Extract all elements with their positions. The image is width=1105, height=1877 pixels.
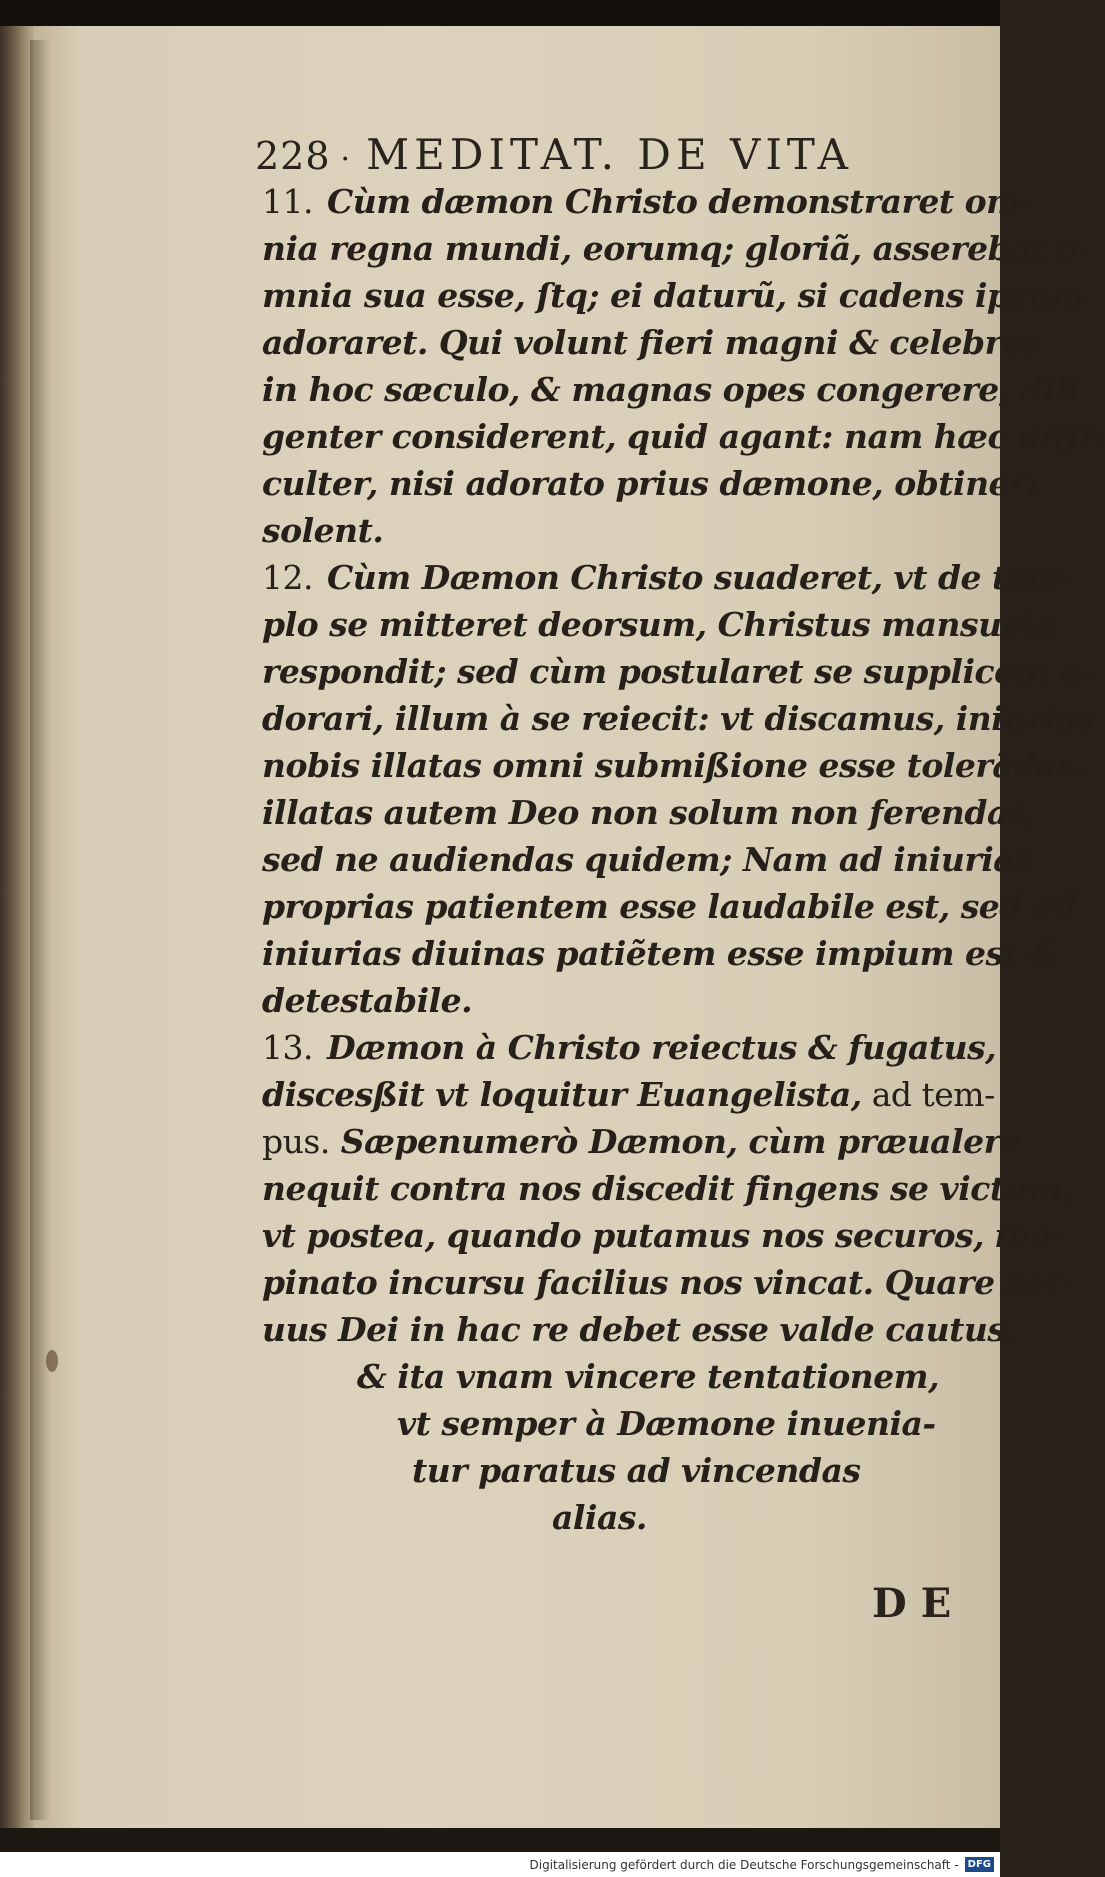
text-line: pinato incursu facilius nos vincat. Quare ser- [262, 1263, 1075, 1302]
text-line: plo se mitteret deorsum, Christus mansuete [262, 605, 1058, 644]
ink-stain [46, 1350, 58, 1372]
text-line: nobis illatas omni submißione esse tolerãdas, [262, 746, 1086, 785]
paragraph-number: 11. [262, 182, 313, 221]
dfg-logo-icon: DFG [965, 1857, 994, 1872]
book-binding [0, 26, 34, 1828]
running-title: MEDITAT. DE VITA [366, 130, 853, 179]
paragraph-number: 12. [262, 558, 313, 597]
digitization-footer [0, 1852, 1000, 1877]
footer-credit: Digitalisierung gefördert durch die Deutsche Forschungsgemeinschaft - [529, 1857, 959, 1872]
text-line: mnia sua esse, ſtq; ei daturũ, si cadens ipsum [262, 276, 1086, 315]
text-line: 13. Dæmon à Christo reiectus & fugatus, [262, 1028, 997, 1067]
text-line: genter considerent, quid agant: nam hæc diffi- [262, 417, 1105, 456]
text-line: 12. Cùm Dæmon Christo suaderet, vt de tem- [262, 558, 1075, 597]
text-line: iniurias diuinas patiẽtem esse impium est & [262, 934, 1059, 973]
text-line: detestabile. [262, 981, 473, 1020]
text-line: discesßit vt loquitur Euangelista, ad tem- [262, 1075, 995, 1114]
catchword: DE [872, 1580, 966, 1627]
text-line: tur paratus ad vincendas [412, 1451, 861, 1490]
text-line: nequit contra nos discedit fingens se victum, [262, 1169, 1074, 1208]
text-line: vt postea, quando putamus nos securos, ino- [262, 1216, 1066, 1255]
bottom-scan-border [0, 1828, 1000, 1852]
text-line: culter, nisi adorato prius dæmone, obtineri [262, 464, 1038, 503]
text-line: adoraret. Qui volunt fieri magni & celebres [262, 323, 1041, 362]
text-line: dorari, illum à se reiecit: vt discamus, iniurias [262, 699, 1095, 738]
text-line: nia regna mundi, eorumq; gloriã, asserebat o- [262, 229, 1092, 268]
text-line: respondit; sed cùm postularet se supplicem a- [262, 652, 1095, 691]
text-line: illatas autem Deo non solum non ferendas, [262, 793, 1037, 832]
text-line: & ita vnam vincere tentationem, [357, 1357, 940, 1396]
text-line: in hoc sæculo, & magnas opes congerere, dili [262, 370, 1080, 409]
text-line: vt semper à Dæmone inuenia- [397, 1404, 936, 1443]
page-body-text [262, 178, 1105, 1541]
text-line: pus. Sæpenumerò Dæmon, cùm præualere [262, 1122, 1021, 1161]
text-line: sed ne audiendas quidem; Nam ad iniurias [262, 840, 1033, 879]
top-scan-border [0, 0, 1000, 26]
text-line: proprias patientem esse laudabile est, sed ad [262, 887, 1077, 926]
page-gutter-shadow [30, 40, 50, 1820]
text-line: solent. [262, 511, 384, 550]
header-separator: · [340, 142, 351, 177]
paragraph-number: 13. [262, 1028, 313, 1067]
page-number: 228 [255, 134, 331, 178]
text-line: uus Dei in hac re debet esse valde cautus, [262, 1310, 1017, 1349]
running-header [255, 130, 875, 180]
text-line: 11. Cùm dæmon Christo demonstraret om- [262, 182, 1034, 221]
text-line: alias. [552, 1498, 647, 1537]
